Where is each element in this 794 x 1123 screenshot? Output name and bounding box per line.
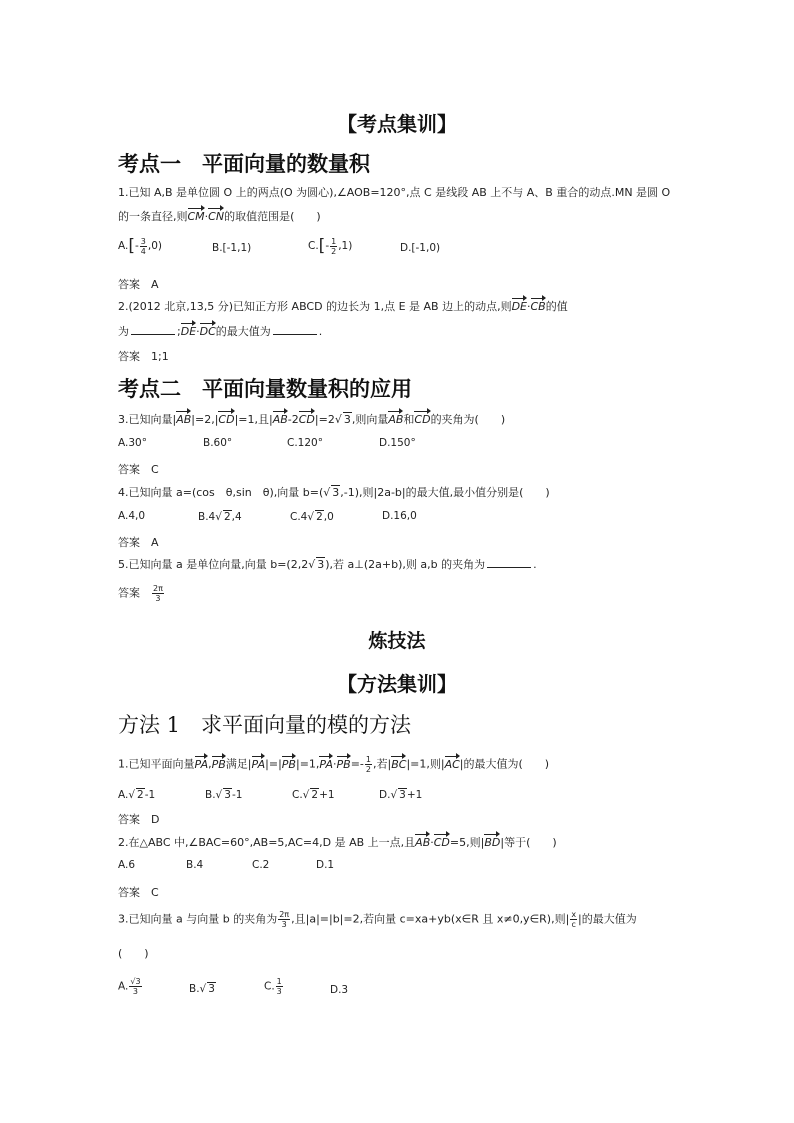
fraction-1-3 (276, 977, 283, 996)
dot-operator: · (333, 757, 337, 771)
m2-text-a: 2.在△ABC 中,∠BAC=60°,AB=5,AC=4,D 是 AB 上一点,且 (118, 836, 416, 849)
q5-text-b: ),若 a⊥(2a+b),则 a,b 的夹角为 (325, 558, 486, 571)
method-question-3-line-1: 3.已知向量 a 与向量 b 的夹角为 $\frac{2\pi}{3}$ ,且|a|=|b|=2,若向量 c=xa+yb(x∈R 且 x≠0,y∈R),则| $\frac{x}{c}$ |的最大值为 (118, 910, 637, 929)
answer-fraction (152, 584, 164, 603)
q4-option-b: B.4√ 2,4 (198, 511, 242, 523)
denominator: 3 (155, 594, 161, 603)
denominator: 3 (281, 920, 287, 929)
method-question-2-line (118, 834, 557, 850)
option-c-label: C. (308, 240, 319, 252)
left-bracket: [ (318, 236, 326, 256)
vector-pa: PA (319, 757, 334, 771)
denominator: 3 (276, 987, 282, 996)
vector-cd: CD (433, 836, 450, 849)
option-c-prefix: C. (292, 789, 303, 801)
m2-option-a: A.6 (118, 859, 136, 871)
comma: , (208, 757, 212, 771)
m1-text-a: 1.已知平面向量 (118, 757, 195, 771)
vector-cn: CN (208, 210, 225, 223)
question-1-line-2 (118, 208, 321, 224)
answer-value: 1;1 (151, 350, 169, 363)
m1-option-d: D.√ 3+1 (379, 789, 423, 801)
answer-label: 答案 (118, 350, 140, 363)
option-a-label: A. (118, 240, 129, 252)
vector-cm: CM (187, 210, 205, 223)
vector-ab: AB (388, 413, 404, 426)
option-c-tail: ,0 (323, 511, 334, 523)
answer-label: 答案 (118, 586, 140, 600)
dot-operator: · (204, 210, 209, 223)
m3-option-d: D.3 (330, 984, 349, 996)
q1-option-c (308, 236, 352, 256)
question-2-line-1 (118, 298, 568, 314)
method-question-1-line (118, 755, 549, 774)
vector-pa: PA (194, 757, 209, 771)
vector-bd: BD (484, 836, 501, 849)
option-a-prefix: A. (118, 789, 129, 801)
question-1-line-1: 1.已知 A,B 是单位圆 O 上的两点(O 为圆心),∠AOB=120°,点 C 是线段 AB 上不与 A、B 重合的动点.MN 是圆 O (118, 186, 671, 199)
q5-period: . (533, 558, 537, 571)
denominator: 2 (331, 246, 337, 256)
q3-text-e: |=2 (314, 413, 335, 426)
answer-label: 答案 (118, 886, 140, 899)
q1-text-a: 的一条直径,则 (118, 210, 188, 223)
m1-text-e: =- (350, 757, 364, 771)
q3-text-g: 和 (403, 413, 415, 426)
vector-ab: AB (415, 836, 431, 849)
m1-text-f: ,若| (373, 757, 392, 771)
numerator: 1 (276, 977, 282, 986)
m1-text-h: |的最大值为( ) (459, 757, 550, 771)
fraction-1-2 (330, 237, 337, 256)
vector-pb: PB (281, 757, 296, 771)
fangfa-jixun-title: 【方法集训】 (337, 672, 457, 696)
m2-text-b: =5,则| (449, 836, 485, 849)
m1-text-c: |=| (265, 757, 282, 771)
q3-text-a: 3.已知向量| (118, 413, 177, 426)
answer-blank[interactable] (131, 334, 175, 335)
m3-text-a: 3.已知向量 a 与向量 b 的夹角为 (118, 912, 278, 926)
numerator: 3 (140, 236, 146, 246)
question-3-line: 3.已知向量|AB|=2,|CD|=1,且|AB-2CD|=2√ 3,则向量AB和CD的夹角为( ) (118, 413, 506, 426)
answer-label: 答案 (118, 813, 140, 826)
q2-semicolon: ; (177, 325, 181, 338)
q1-answer (118, 276, 159, 292)
q4-text-a: 4.已知向量 a=(cos θ,sin θ),向量 b=( (118, 486, 324, 499)
q1-option-d: D.[-1,0) (400, 242, 441, 254)
vector-dc: DC (199, 325, 216, 338)
q3-text-b: |=2,| (191, 413, 219, 426)
answer-label: 答案 (118, 278, 140, 291)
vector-de: DE (511, 300, 527, 313)
denominator: 2 (365, 765, 371, 774)
numerator: x (571, 910, 577, 919)
m3-text-b: ,且|a|=|b|=2,若向量 c=xa+yb(x∈R 且 x≠0,y∈R),则 (291, 912, 566, 926)
m3-option-c (264, 977, 284, 996)
m1-text-b: 满足| (225, 757, 252, 771)
sqrt-radicand: 2 (137, 789, 144, 801)
denominator: 3 (132, 987, 138, 996)
kaodian-jixun-title: 【考点集训】 (337, 112, 457, 136)
section-heading-fangfa-1: 方法 1 求平面向量的模的方法 (118, 713, 412, 737)
denominator: c (571, 920, 576, 929)
q2-text-c: 为 (118, 325, 129, 338)
q1-option-a (118, 236, 162, 256)
q3-text-d: -2 (287, 413, 299, 426)
q3-option-d: D.150° (379, 437, 416, 449)
question-4-line: 4.已知向量 a=(cos θ,sin θ),向量 b=(√ 3,-1),则|2a-b|的最大值,最小值分别是( ) (118, 486, 550, 499)
option-b-tail: ,4 (231, 511, 242, 523)
q3-text-c: |=1,且| (234, 413, 273, 426)
option-b-prefix: B. (189, 983, 200, 995)
q1-text-b: 的取值范围是( ) (224, 210, 321, 223)
option-a-tail: ,0) (147, 240, 162, 252)
fraction-x-over-c (570, 910, 577, 929)
answer-label: 答案 (118, 536, 140, 549)
m1-option-a: A.√ 2-1 (118, 789, 156, 801)
question-5-line: 5.已知向量 a 是单位向量,向量 b=(2,2√ 3),若 a⊥(2a+b),则 a,b 的夹角为 . (118, 558, 537, 571)
q3-option-c: C.120° (287, 437, 323, 449)
vector-cb: CB (530, 300, 546, 313)
m3-option-a (118, 977, 143, 996)
vector-de: DE (180, 325, 197, 338)
m1-option-c: C.√ 2+1 (292, 789, 335, 801)
answer-value: A (151, 278, 159, 291)
answer-value: C (151, 463, 159, 476)
answer-value: D (151, 813, 160, 826)
vector-ab: AB (176, 413, 192, 426)
fraction-sqrt3-3 (129, 977, 141, 996)
q2-text-b: 的值 (545, 300, 568, 313)
q5-answer (118, 584, 165, 603)
numerator: 2π (153, 584, 163, 593)
q3-answer (118, 461, 159, 477)
left-bracket: [ (128, 236, 135, 256)
option-b-prefix: B.4 (198, 511, 216, 523)
m2-option-d: D.1 (316, 859, 335, 871)
sqrt-radicand: 3 (332, 486, 340, 499)
vector-cd: CD (414, 413, 431, 426)
section-heading-kaodian-1: 考点一 平面向量的数量积 (118, 151, 370, 176)
lian-jifa-title: 炼技法 (368, 630, 426, 652)
minus-sign: - (134, 240, 139, 252)
m1-option-b: B.√ 3-1 (205, 789, 243, 801)
dot-operator: · (527, 300, 531, 313)
fraction-1-2 (365, 755, 372, 774)
m1-answer (118, 811, 159, 827)
sqrt-radicand: 3 (208, 983, 215, 995)
m1-text-d: |=1, (295, 757, 320, 771)
vector-ac: AC (444, 757, 460, 771)
m2-answer (118, 884, 159, 900)
sqrt-radicand: 2 (311, 789, 319, 801)
q3-option-b: B.60° (203, 437, 233, 449)
vector-ab: AB (272, 413, 288, 426)
dot-operator: · (430, 836, 434, 849)
sqrt-radicand: 3 (224, 789, 231, 801)
dot-operator: · (196, 325, 200, 338)
question-2-line-2 (118, 323, 322, 339)
vector-cd: CD (218, 413, 235, 426)
sqrt-radicand: 2 (223, 511, 231, 523)
minus-sign: - (325, 240, 330, 252)
q2-period: . (318, 325, 323, 338)
q3-text-f: ,则向量 (351, 413, 389, 426)
fraction-3-4 (140, 237, 147, 256)
numerator: 1 (365, 755, 371, 764)
vector-cd: CD (298, 413, 315, 426)
q5-text-a: 5.已知向量 a 是单位向量,向量 b=(2,2 (118, 558, 309, 571)
denominator: 4 (140, 246, 146, 256)
numerator: 1 (331, 236, 337, 246)
q4-option-d: D.16,0 (382, 510, 417, 522)
q4-option-c: C.4√ 2,0 (290, 511, 334, 523)
q3-text-h: 的夹角为( ) (430, 413, 506, 426)
vector-bc: BC (391, 757, 407, 771)
q2-text-d: 的最大值为 (215, 325, 271, 338)
option-c-prefix: C.4 (290, 511, 308, 523)
answer-label: 答案 (118, 463, 140, 476)
vector-pb: PB (211, 757, 226, 771)
method-question-3-line-2: ( ) (118, 947, 149, 960)
option-d-tail: +1 (406, 789, 423, 801)
q1-option-b: B.[-1,1) (212, 242, 252, 254)
numerator: 2π (279, 910, 290, 919)
m3-text-c: 的最大值为 (581, 912, 637, 926)
section-heading-kaodian-2: 考点二 平面向量数量积的应用 (118, 376, 412, 401)
sqrt-radicand: 3 (399, 789, 406, 801)
option-a-tail: -1 (144, 789, 156, 801)
m2-text-c: |等于( ) (500, 836, 557, 849)
numerator: √3 (130, 977, 141, 986)
option-b-tail: -1 (231, 789, 243, 801)
q3-option-a: A.30° (118, 437, 147, 449)
q2-answer (118, 348, 169, 364)
option-c-tail: +1 (319, 789, 335, 801)
answer-blank[interactable] (273, 334, 317, 335)
answer-value: A (151, 536, 159, 549)
fraction-2pi-3 (278, 910, 290, 929)
q4-text-b: ,-1),则|2a-b|的最大值,最小值分别是( ) (340, 486, 550, 499)
answer-value: C (151, 886, 159, 899)
vector-pb: PB (336, 757, 351, 771)
q4-option-a: A.4,0 (118, 510, 146, 522)
option-d-prefix: D. (379, 789, 391, 801)
option-b-prefix: B. (205, 789, 216, 801)
option-a-prefix: A. (118, 980, 129, 993)
sqrt-radicand: 3 (317, 558, 325, 571)
q4-answer (118, 534, 159, 550)
sqrt-radicand: 2 (316, 511, 323, 523)
m3-option-b: B.√ 3 (189, 983, 215, 995)
answer-blank[interactable] (487, 567, 531, 568)
vector-pa: PA (251, 757, 266, 771)
q2-text-a: 2.(2012 北京,13,5 分)已知正方形 ABCD 的边长为 1,点 E 是 AB 边上的动点,则 (118, 300, 512, 313)
sqrt-radicand: 3 (343, 413, 351, 426)
m2-option-c: C.2 (252, 859, 270, 871)
option-c-tail: ,1) (338, 240, 353, 252)
m2-option-b: B.4 (186, 859, 204, 871)
option-c-prefix: C. (264, 980, 275, 993)
m1-text-g: |=1,则| (406, 757, 445, 771)
